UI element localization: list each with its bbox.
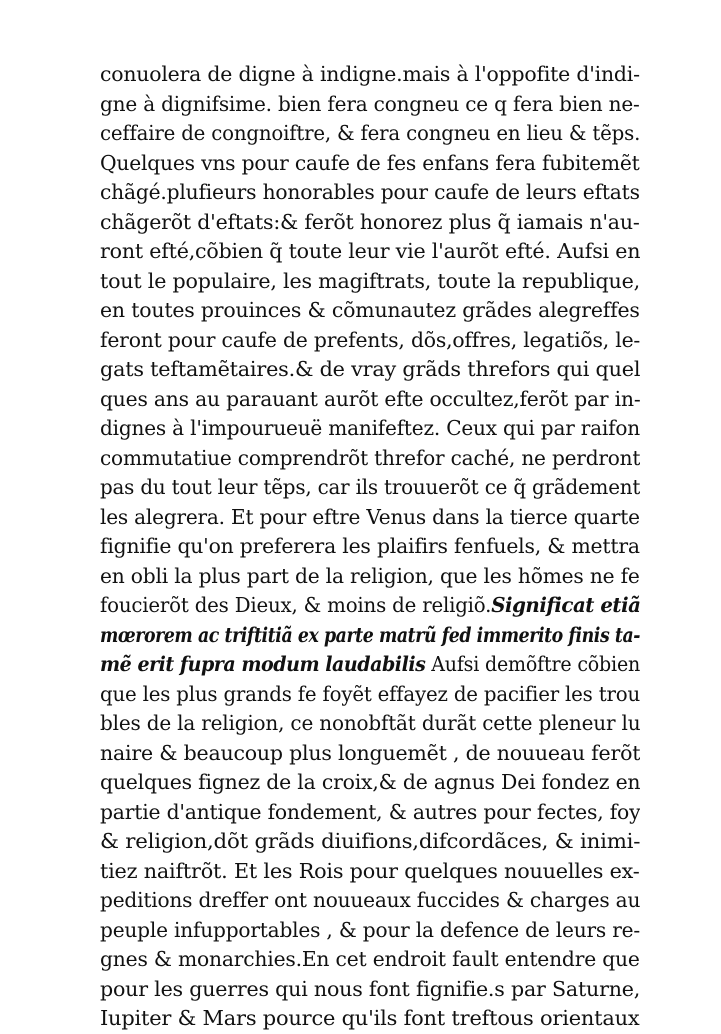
text-line-content <box>100 119 640 149</box>
text-line <box>100 591 640 621</box>
roman-text: gne à dignifsime. bien fera congneu ce q fera bien ne- <box>100 91 640 116</box>
roman-text: en toutes prouinces & cõmunautez grãdes alegreffes <box>100 298 640 322</box>
text-line <box>100 739 640 769</box>
roman-text: fignifie qu'on preferera les plaifirs fenfuels, & mettra <box>100 534 640 558</box>
text-line <box>100 680 640 710</box>
roman-text: ceffaire de congnoiftre, & fera congneu en lieu & tẽps. <box>100 121 640 145</box>
text-line <box>100 621 640 651</box>
text-line <box>100 267 640 297</box>
text-line-content <box>100 975 640 1005</box>
text-line <box>100 90 640 120</box>
text-line-content <box>100 503 640 533</box>
text-line <box>100 945 640 975</box>
text-line-content <box>100 267 640 297</box>
roman-text: Quelques vns pour caufe de fes enfans fera fubitemẽt <box>100 150 640 175</box>
roman-text: quelques fignez de la croix,& de agnus Dei fondez en <box>100 770 640 794</box>
roman-text: bles de la religion, ce nonobftãt durãt cette pleneur lu <box>100 711 640 735</box>
text-line-content <box>100 739 640 769</box>
text-line <box>100 975 640 1005</box>
text-line-content <box>100 208 640 238</box>
text-line-content <box>100 591 640 621</box>
roman-text: ront efté,cõbien q̃ toute leur vie l'aurõt efté. Aufsi en <box>100 239 640 263</box>
text-line <box>100 768 640 798</box>
text-line-content <box>100 414 640 444</box>
roman-text: gats teftamẽtaires.& de vray grãds threfors qui quel <box>100 357 640 381</box>
text-line-content <box>100 768 640 798</box>
roman-text: feront pour caufe de prefents, dõs,offres, legatiõs, le- <box>100 327 640 352</box>
text-line <box>100 444 640 474</box>
text-line <box>100 296 640 326</box>
text-line-content <box>100 709 640 739</box>
text-line <box>100 532 640 562</box>
text-line-content <box>100 680 640 710</box>
text-line <box>100 473 640 503</box>
roman-text: en obli la plus part de la religion, que les hõmes ne fe <box>100 563 640 588</box>
text-line-content <box>100 60 640 90</box>
latin-italic-text: Significat etiã <box>491 593 640 617</box>
text-line-content <box>100 149 640 179</box>
text-line <box>100 355 640 385</box>
roman-text: partie d'antique fondement, & autres pour fectes, foy <box>100 799 640 824</box>
latin-italic-text: mẽ erit fupra modum laudabilis <box>100 652 426 676</box>
roman-text: dignes à l'impourueuë manifeftez. Ceux qui par raifon <box>100 416 640 440</box>
text-line-content <box>100 1004 640 1034</box>
text-line-content <box>100 385 640 415</box>
roman-text: tiez naiftrõt. Et les Rois pour quelques nouuelles ex- <box>100 858 640 883</box>
text-line <box>100 827 640 857</box>
text-line-content <box>100 532 640 562</box>
text-line <box>100 798 640 828</box>
text-line <box>100 237 640 267</box>
text-line <box>100 60 640 90</box>
text-line-content <box>100 650 640 680</box>
text-line <box>100 178 640 208</box>
roman-text: que les plus grands fe foyẽt effayez de pacifier les trou <box>100 681 640 706</box>
text-line-content <box>100 296 640 326</box>
text-line <box>100 149 640 179</box>
roman-text: tout le populaire, les magiftrats, toute la republique, <box>100 268 640 293</box>
roman-text: chãgé.plufieurs honorables pour caufe de leurs eftats <box>100 180 640 204</box>
roman-text: peditions dreffer ont nouueaux fuccides & charges au <box>100 888 640 912</box>
text-line-content <box>100 827 640 857</box>
roman-text: commutatiue comprendrõt threfor caché, ne perdront <box>100 445 640 470</box>
roman-text: peuple infupportables , & pour la defence de leurs re- <box>100 917 640 942</box>
roman-text: Iupiter & Mars pource qu'ils font treftous orientaux <box>100 1006 640 1030</box>
roman-text: pour les guerres qui nous font fignifie.s par Saturne, <box>100 976 640 1001</box>
text-line-content <box>100 886 640 916</box>
text-line-content <box>100 621 640 651</box>
text-line <box>100 916 640 946</box>
roman-text: chãgerõt d'eftats:& ferõt honorez plus q̃ iamais n'au- <box>100 209 640 234</box>
text-line-content <box>100 798 640 828</box>
text-line-content <box>100 562 640 592</box>
roman-text: ques ans au parauant aurõt efte occultez,ferõt par in- <box>100 386 640 411</box>
text-line-content <box>100 473 640 503</box>
text-line <box>100 414 640 444</box>
text-line <box>100 119 640 149</box>
roman-text: les alegrera. Et pour eftre Venus dans la tierce quarte <box>100 504 640 529</box>
text-line-content <box>100 355 640 385</box>
latin-italic-text: mœrorem ac triftitiã ex parte matrũ fed immerito finis ta- <box>100 622 640 647</box>
text-line-content <box>100 444 640 474</box>
text-line-content <box>100 326 640 356</box>
text-block <box>100 60 640 1034</box>
roman-text: foucierõt des Dieux, & moins de religiõ. <box>100 593 492 617</box>
text-line <box>100 562 640 592</box>
roman-text: naire & beaucoup plus longuemẽt , de nouueau ferõt <box>100 740 640 765</box>
text-line <box>100 1004 640 1034</box>
text-line <box>100 208 640 238</box>
text-line-content <box>100 237 640 267</box>
text-line-content <box>100 945 640 975</box>
text-line-content <box>100 90 640 120</box>
text-line-content <box>100 916 640 946</box>
roman-text: pas du tout leur tẽps, car ils trouuerõt ce q̃ grãdement <box>100 475 640 499</box>
text-line <box>100 385 640 415</box>
text-line <box>100 650 640 680</box>
text-line <box>100 503 640 533</box>
text-line <box>100 857 640 887</box>
text-line <box>100 709 640 739</box>
text-line <box>100 326 640 356</box>
text-line-content <box>100 857 640 887</box>
roman-text: & religion,dõt grãds diuifions,difcordãces, & inimi- <box>100 829 640 853</box>
roman-text: Aufsi demõftre cõbien <box>425 652 640 676</box>
roman-text: conuolera de digne à indigne.mais à l'oppofite d'indi- <box>100 62 640 86</box>
text-line-content <box>100 178 640 208</box>
text-line <box>100 886 640 916</box>
roman-text: gnes & monarchies.En cet endroit fault entendre que <box>100 947 640 971</box>
